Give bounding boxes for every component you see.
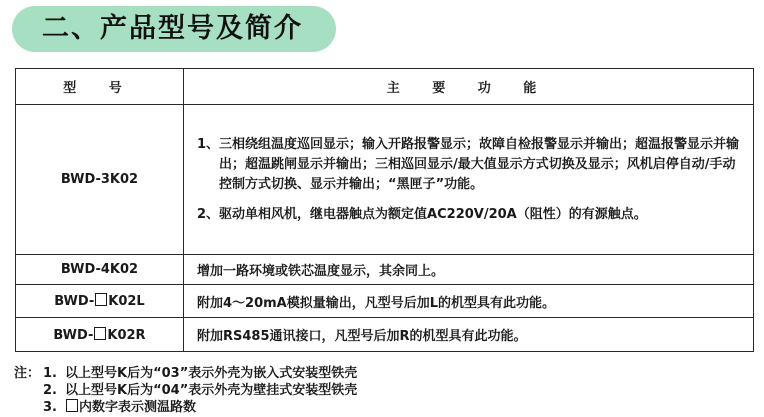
function-item-number: 1、 bbox=[197, 136, 220, 152]
note-text bbox=[65, 399, 196, 416]
model-prefix: BWD- bbox=[54, 294, 95, 309]
model-suffix: K02R bbox=[107, 327, 146, 343]
function-item bbox=[197, 135, 747, 195]
header-function: 主 要 功 能 bbox=[184, 69, 754, 105]
table-header-row bbox=[16, 69, 754, 105]
model-cell bbox=[16, 285, 184, 318]
model-suffix: K02L bbox=[108, 294, 145, 309]
channel-count-box-icon bbox=[66, 399, 78, 412]
table-row bbox=[16, 285, 754, 318]
function-cell: 附加RS485通讯接口，凡型号后加R的机型具有此功能。 bbox=[184, 318, 754, 352]
function-item-text: 驱动单相风机，继电器触点为额定值AC220V/20A（阻性）的有源触点。 bbox=[219, 206, 647, 222]
note-number: 3. bbox=[43, 400, 57, 415]
note-number: 2. bbox=[43, 383, 57, 398]
section-title-banner bbox=[12, 6, 336, 52]
table-row bbox=[16, 255, 754, 285]
notes bbox=[14, 365, 357, 416]
header-model: 型 号 bbox=[16, 69, 184, 105]
notes-lead: 注： bbox=[14, 366, 41, 381]
model-cell bbox=[16, 318, 184, 352]
function-item-text: 三相绕组温度巡回显示；输入开路报警显示；故障自检报警显示并输出；超温报警显示并输出；超温跳闸显示并输出；三相巡回显示/最大值显示方式切换及显示；风机启停自动/手动控制方式切换、显示并输出；“黑匣子”功能。 bbox=[219, 136, 740, 192]
function-cell bbox=[184, 105, 754, 255]
function-list bbox=[197, 135, 747, 225]
function-item-number: 2、 bbox=[197, 206, 220, 222]
table-row bbox=[16, 105, 754, 255]
note-number: 1. bbox=[43, 366, 57, 381]
note-text-body: 内数字表示测温路数 bbox=[79, 400, 197, 415]
function-cell: 附加4～20mA模拟量输出，凡型号后加L的机型具有此功能。 bbox=[184, 285, 754, 318]
note-text: 以上型号K后为“04”表示外壳为壁挂式安装型铁壳 bbox=[65, 383, 358, 398]
table-row bbox=[16, 318, 754, 352]
note-item bbox=[14, 382, 357, 399]
section-title: 二、产品型号及简介 bbox=[42, 13, 303, 44]
channel-count-box-icon bbox=[94, 327, 106, 340]
note-item bbox=[14, 399, 357, 416]
function-item bbox=[197, 205, 747, 225]
note-item bbox=[14, 365, 357, 382]
function-cell: 增加一路环境或铁芯温度显示，其余同上。 bbox=[184, 255, 754, 285]
model-cell: BWD-4K02 bbox=[16, 255, 184, 285]
model-prefix: BWD- bbox=[53, 327, 94, 343]
product-model-table bbox=[15, 68, 754, 352]
note-text: 以上型号K后为“03”表示外壳为嵌入式安装型铁壳 bbox=[65, 366, 358, 381]
model-cell: BWD-3K02 bbox=[16, 105, 184, 255]
channel-count-box-icon bbox=[95, 293, 107, 306]
